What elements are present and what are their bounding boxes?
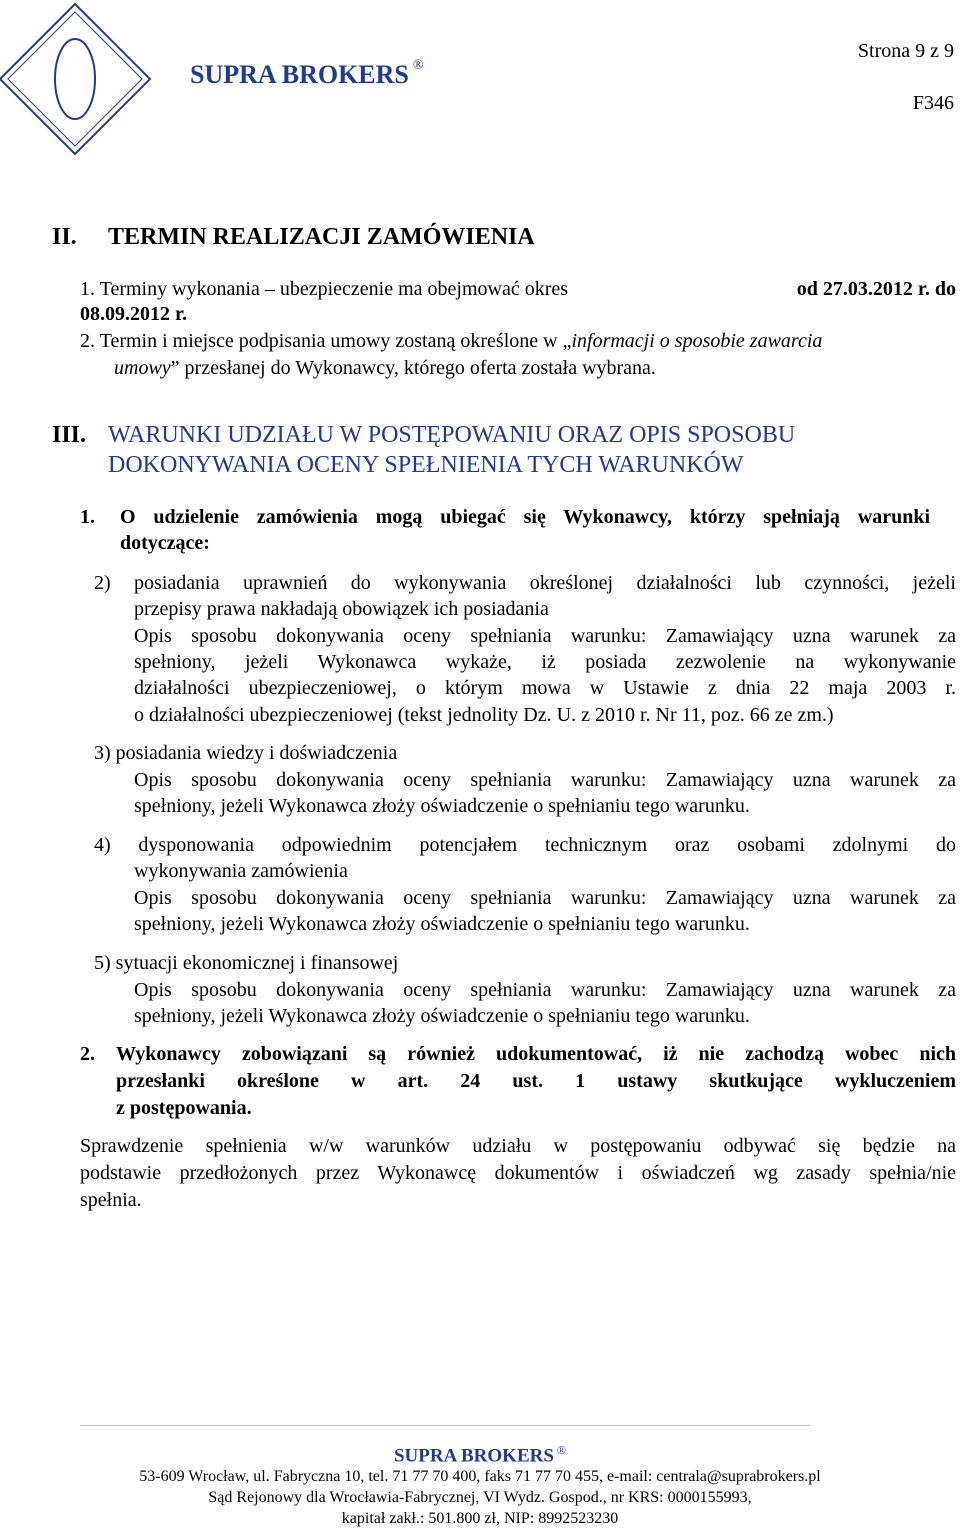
- c3-line-2: Opis sposobu dokonywania oceny spełniania warunku: Zamawiający uzna warunek za: [134, 769, 956, 791]
- c5-line-1: 5) sytuacji ekonomicznej i finansowej: [94, 952, 399, 974]
- p2-number: 2.: [80, 1043, 95, 1065]
- item-1-dates: od 27.03.2012 r. do: [796, 278, 956, 300]
- page-label: Strona 9 z 9: [857, 40, 954, 62]
- section-2-numeral: II.: [52, 224, 77, 250]
- item-2-italic: informacji o sposobie zawarcia: [571, 330, 823, 352]
- footer-court: Sąd Rejonowy dla Wrocławia-Fabrycznej, VI Wydz. Gospod., nr KRS: 0000155993,: [208, 1489, 752, 1506]
- item-1-end-date: 08.09.2012 r.: [80, 303, 188, 325]
- footer-divider: [80, 1425, 810, 1426]
- p1-line-2: dotyczące:: [120, 532, 210, 554]
- section-3-numeral: III.: [52, 422, 87, 448]
- c5-line-2: Opis sposobu dokonywania oceny spełniania warunku: Zamawiający uzna warunek za: [134, 979, 956, 1001]
- c4-line-1: 4) dysponowania odpowiednim potencjałem technicznym oraz osobami zdolnymi do: [94, 834, 956, 856]
- item-2-prefix: 2. Termin i miejsce podpisania umowy zostaną określone w „: [80, 330, 572, 352]
- footer-brand: [0, 1443, 960, 1467]
- section-2-item-1: [80, 278, 956, 301]
- c3-line-1: 3) posiadania wiedzy i doświadczenia: [94, 742, 398, 764]
- footer-registered-mark: ®: [556, 1443, 567, 1457]
- section-3-title-1: WARUNKI UDZIAŁU W POSTĘPOWANIU ORAZ OPIS SPOSOBU: [108, 422, 796, 448]
- header-brand: [190, 60, 424, 90]
- final-line-3: spełnia.: [80, 1189, 142, 1211]
- p2-line-3: z postępowania.: [116, 1097, 252, 1119]
- c2-line-1: 2) posiadania uprawnień do wykonywania określonej działalności lub czynności, jeżeli: [94, 572, 956, 594]
- section-2-item-2-cont: [114, 357, 656, 380]
- header-brand-name: SUPRA BROKERS: [190, 60, 409, 89]
- item-1-text: 1. Terminy wykonania – ubezpieczenie ma obejmować okres: [80, 278, 569, 300]
- item-2-italic-2: umowy: [114, 357, 171, 379]
- doc-code: F346: [912, 92, 954, 114]
- p2-line-1: Wykonawcy zobowiązani są również udokumentować, iż nie zachodzą wobec nich: [116, 1043, 956, 1065]
- c5-line-3: spełniony, jeżeli Wykonawca złoży oświadczenie o spełnianiu tego warunku.: [134, 1005, 750, 1027]
- c2-line-5: działalności ubezpieczeniowej, o którym mowa w Ustawie z dnia 22 maja 2003 r.: [134, 677, 956, 699]
- final-line-1: Sprawdzenie spełnienia w/w warunków udziału w postępowaniu odbywać się będzie na: [80, 1135, 956, 1157]
- p1-number: 1.: [80, 506, 95, 528]
- c4-line-4: spełniony, jeżeli Wykonawca złoży oświadczenie o spełnianiu tego warunku.: [134, 913, 750, 935]
- c3-line-3: spełniony, jeżeli Wykonawca złoży oświadczenie o spełnianiu tego warunku.: [134, 795, 750, 817]
- final-line-2: podstawie przedłożonych przez Wykonawcę dokumentów i oświadczeń wg zasady spełnia/nie: [80, 1162, 956, 1184]
- p2-line-2: przesłanki określone w art. 24 ust. 1 ustawy skutkujące wykluczeniem: [116, 1070, 956, 1092]
- footer-brand-name: SUPRA BROKERS: [393, 1445, 554, 1467]
- section-2-item-2: [80, 330, 822, 353]
- c2-line-6: o działalności ubezpieczeniowej (tekst jednolity Dz. U. z 2010 r. Nr 11, poz. 66 ze zm.): [134, 704, 834, 726]
- supra-logo-icon: [0, 0, 160, 160]
- p1-line-1: O udzielenie zamówienia mogą ubiegać się Wykonawcy, którzy spełniają warunki: [120, 506, 930, 528]
- c4-line-3: Opis sposobu dokonywania oceny spełniania warunku: Zamawiający uzna warunek za: [134, 887, 956, 909]
- c2-line-2: przepisy prawa nakładają obowiązek ich posiadania: [134, 598, 549, 620]
- item-2-rest: ” przesłanej do Wykonawcy, którego oferta została wybrana.: [170, 357, 656, 379]
- registered-mark: ®: [412, 58, 424, 74]
- footer-capital: kapitał zakł.: 501.800 zł, NIP: 8992523230: [341, 1510, 619, 1527]
- footer-address: 53-609 Wrocław, ul. Fabryczna 10, tel. 71 77 70 400, faks 71 77 70 455, e-mail: centrala@suprabrokers.pl: [139, 1468, 821, 1485]
- section-2-heading: [52, 224, 535, 251]
- c2-line-3: Opis sposobu dokonywania oceny spełniania warunku: Zamawiający uzna warunek za: [134, 625, 956, 647]
- c4-line-2: wykonywania zamówienia: [134, 860, 348, 882]
- section-3-title-2: DOKONYWANIA OCENY SPEŁNIENIA TYCH WARUNKÓW: [108, 452, 744, 478]
- section-2-title: TERMIN REALIZACJI ZAMÓWIENIA: [108, 224, 535, 250]
- c2-line-4: spełniony, jeżeli Wykonawca wykaże, iż posiada zezwolenie na wykonywanie: [134, 651, 956, 673]
